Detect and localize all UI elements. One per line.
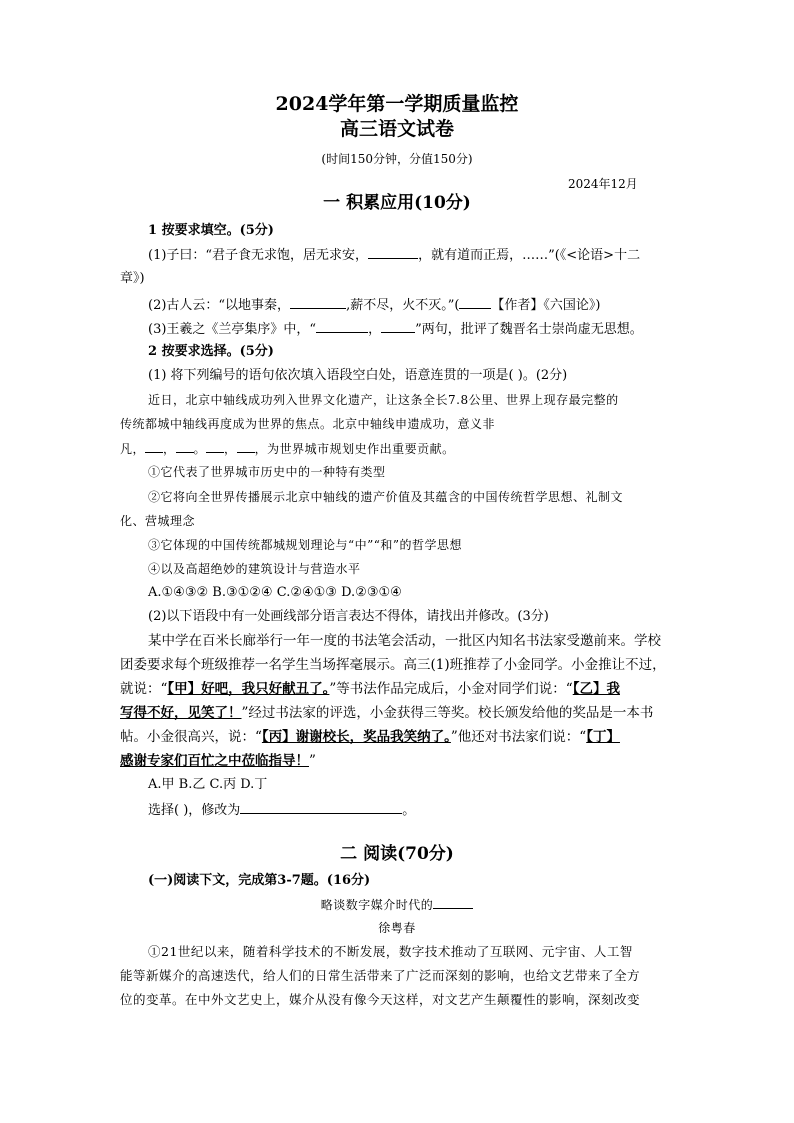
q2-label: 2 按要求选择。(5分) xyxy=(148,344,274,359)
q1-item2-text-a: (2)古人云：“以地事秦， xyxy=(148,298,291,313)
q2-passage-text-a: 凡， xyxy=(120,442,146,456)
q1-item3-text-a: (3)王羲之《兰亭集序》中，“ xyxy=(148,322,317,337)
q2-passage-text-d: ， xyxy=(224,442,237,456)
q2-passage-line1: 近日，北京中轴线成功列入世界文化遗产，让这条全长7.8公里、世界上现存最完整的 xyxy=(148,393,619,407)
underline-yi: 【乙】我 xyxy=(572,681,620,697)
q2-text: ”经过书法家的评选，小金获得三等奖。校长颁发给他的奖品是一本书 xyxy=(241,705,654,721)
q1-item3-blank2[interactable] xyxy=(381,319,415,333)
section-heading-part2: 二 阅读(70分) xyxy=(340,844,454,864)
q1-item3-text-b: ， xyxy=(368,322,382,337)
exam-meta: (时间150分钟，分值150分) xyxy=(321,152,473,166)
q2-paragraph-line1: 某中学在百米长廊举行一年一度的书法笔会活动，一批区内知名书法家受邀前来。学校 xyxy=(148,633,661,649)
q2-passage-text-e: ，为世界城市规划史作出重要贡献。 xyxy=(254,442,455,456)
q2-answer-blank[interactable] xyxy=(240,800,402,814)
exam-date: 2024年12月 xyxy=(568,177,638,191)
q2-sub2: (2)以下语段中有一处画线部分语言表达不得体，请找出并修改。(3分) xyxy=(148,609,549,624)
q1-item1-text-a: (1)子曰：“君子食无求饱，居无求安， xyxy=(148,248,369,263)
q1-item2-text-c: 【作者】《六国论》) xyxy=(491,298,601,313)
q1-item2-blank2[interactable] xyxy=(459,295,491,309)
q2-answer-label: 选择( )，修改为 xyxy=(148,803,241,818)
section-heading-part1: 一 积累应用(10分) xyxy=(323,193,471,213)
q1-item1 xyxy=(148,245,640,265)
q2-text: ”等书法作品完成后，小金对同学们说：“ xyxy=(329,681,573,697)
underline-ding-cont: 感谢专家们百忙之中莅临指导！ xyxy=(120,753,309,769)
q2-text: ” xyxy=(309,753,316,769)
article-para-line3: 位的变革。在中外文艺史上，媒介从没有像今天这样，对文艺产生颠覆性的影响，深刻改变 xyxy=(120,992,641,1007)
article-title-blank[interactable] xyxy=(433,895,473,909)
q1-label: 1 按要求填空。(5分) xyxy=(148,223,274,238)
article-para-line1: ①21世纪以来，随着科学技术的不断发展，数字技术推动了互联网、元宇宙、人工智 xyxy=(148,944,633,959)
q1-item1-text-b: ，就有道而正焉，……”(《<论语>十二 xyxy=(418,248,641,263)
q1-item2-blank1[interactable] xyxy=(290,295,346,309)
reading1-label: (一)阅读下文，完成第3-7题。(16分) xyxy=(148,873,371,888)
q2-passage-blank1[interactable] xyxy=(145,439,163,453)
article-para-line2: 能等新媒介的高速迭代，给人们的日常生活带来了广泛而深刻的影响，也给文艺带来了全方 xyxy=(120,968,641,983)
q1-item1-blank[interactable] xyxy=(368,245,418,259)
q2-passage-text-b: ， xyxy=(163,442,176,456)
q2-passage-blank3[interactable] xyxy=(206,439,224,453)
underline-yi-cont: 写得不好，见笑了！ xyxy=(120,705,242,721)
q2-text: ”他还对书法家们说：“ xyxy=(450,729,587,745)
q1-item1-cont: 章》) xyxy=(120,271,145,286)
underline-jia: 【甲】好吧，我只好献丑了。 xyxy=(167,681,330,697)
q2-sub1: (1) 将下列编号的语句依次填入语段空白处，语意连贯的一项是( )。(2分) xyxy=(148,368,568,383)
article-title xyxy=(0,895,794,914)
q1-item3-blank1[interactable] xyxy=(316,319,368,333)
q2-option-3: ③它体现的中国传统都城规划理论与“中”“和”的哲学思想 xyxy=(148,538,463,552)
q2-answer-line xyxy=(148,800,415,820)
q2-paragraph-line6 xyxy=(120,752,316,770)
q2-choices-2: A.甲 B.乙 C.丙 D.丁 xyxy=(148,777,268,792)
q2-answer-end: 。 xyxy=(402,803,416,818)
q2-passage-line3 xyxy=(120,439,455,458)
q1-item3-text-c: ”两句，批评了魏晋名士崇尚虚无思想。 xyxy=(415,322,643,337)
q2-paragraph-line3 xyxy=(120,680,620,698)
q2-option-2: ②它将向全世界传播展示北京中轴线的遗产价值及其蕴含的中国传统哲学思想、礼制文 xyxy=(148,490,624,504)
q2-paragraph-line2: 团委要求每个班级推荐一名学生当场挥毫展示。高三(1)班推荐了小金同学。小金推让不过， xyxy=(120,657,666,673)
q2-option-2-cont: 化、营城理念 xyxy=(120,514,196,528)
exam-title-line2: 高三语文试卷 xyxy=(339,118,454,140)
q1-item2-text-b: ,薪不尽，火不灭。”( xyxy=(346,298,460,313)
q2-passage-text-c: 。 xyxy=(193,442,207,456)
q1-item2 xyxy=(148,295,601,315)
q2-paragraph-line4 xyxy=(120,704,653,722)
q2-option-4: ④以及高超绝妙的建筑设计与营造水平 xyxy=(148,562,361,576)
q2-option-1: ①它代表了世界城市历史中的一种特有类型 xyxy=(148,465,386,479)
exam-title-line1: 2024学年第一学期质量监控 xyxy=(275,93,519,115)
q2-passage-line2: 传统都城中轴线再度成为世界的焦点。北京中轴线申遗成功，意义非 xyxy=(120,417,496,431)
article-author: 徐粤春 xyxy=(378,921,416,935)
q2-choices: A.①④③② B.③①②④ C.②④①③ D.②③①④ xyxy=(148,585,402,600)
q2-passage-blank4[interactable] xyxy=(237,439,255,453)
q2-text: 就说：“ xyxy=(120,681,168,697)
q1-item3 xyxy=(148,319,643,339)
article-title-text: 略谈数字媒介时代的 xyxy=(320,898,434,912)
underline-bing: 【丙】谢谢校长，奖品我笑纳了。 xyxy=(261,729,451,745)
q2-passage-blank2[interactable] xyxy=(176,439,194,453)
underline-ding: 【丁】 xyxy=(586,729,620,745)
q2-paragraph-line5 xyxy=(120,728,620,746)
q2-text: 帖。小金很高兴，说：“ xyxy=(120,729,262,745)
